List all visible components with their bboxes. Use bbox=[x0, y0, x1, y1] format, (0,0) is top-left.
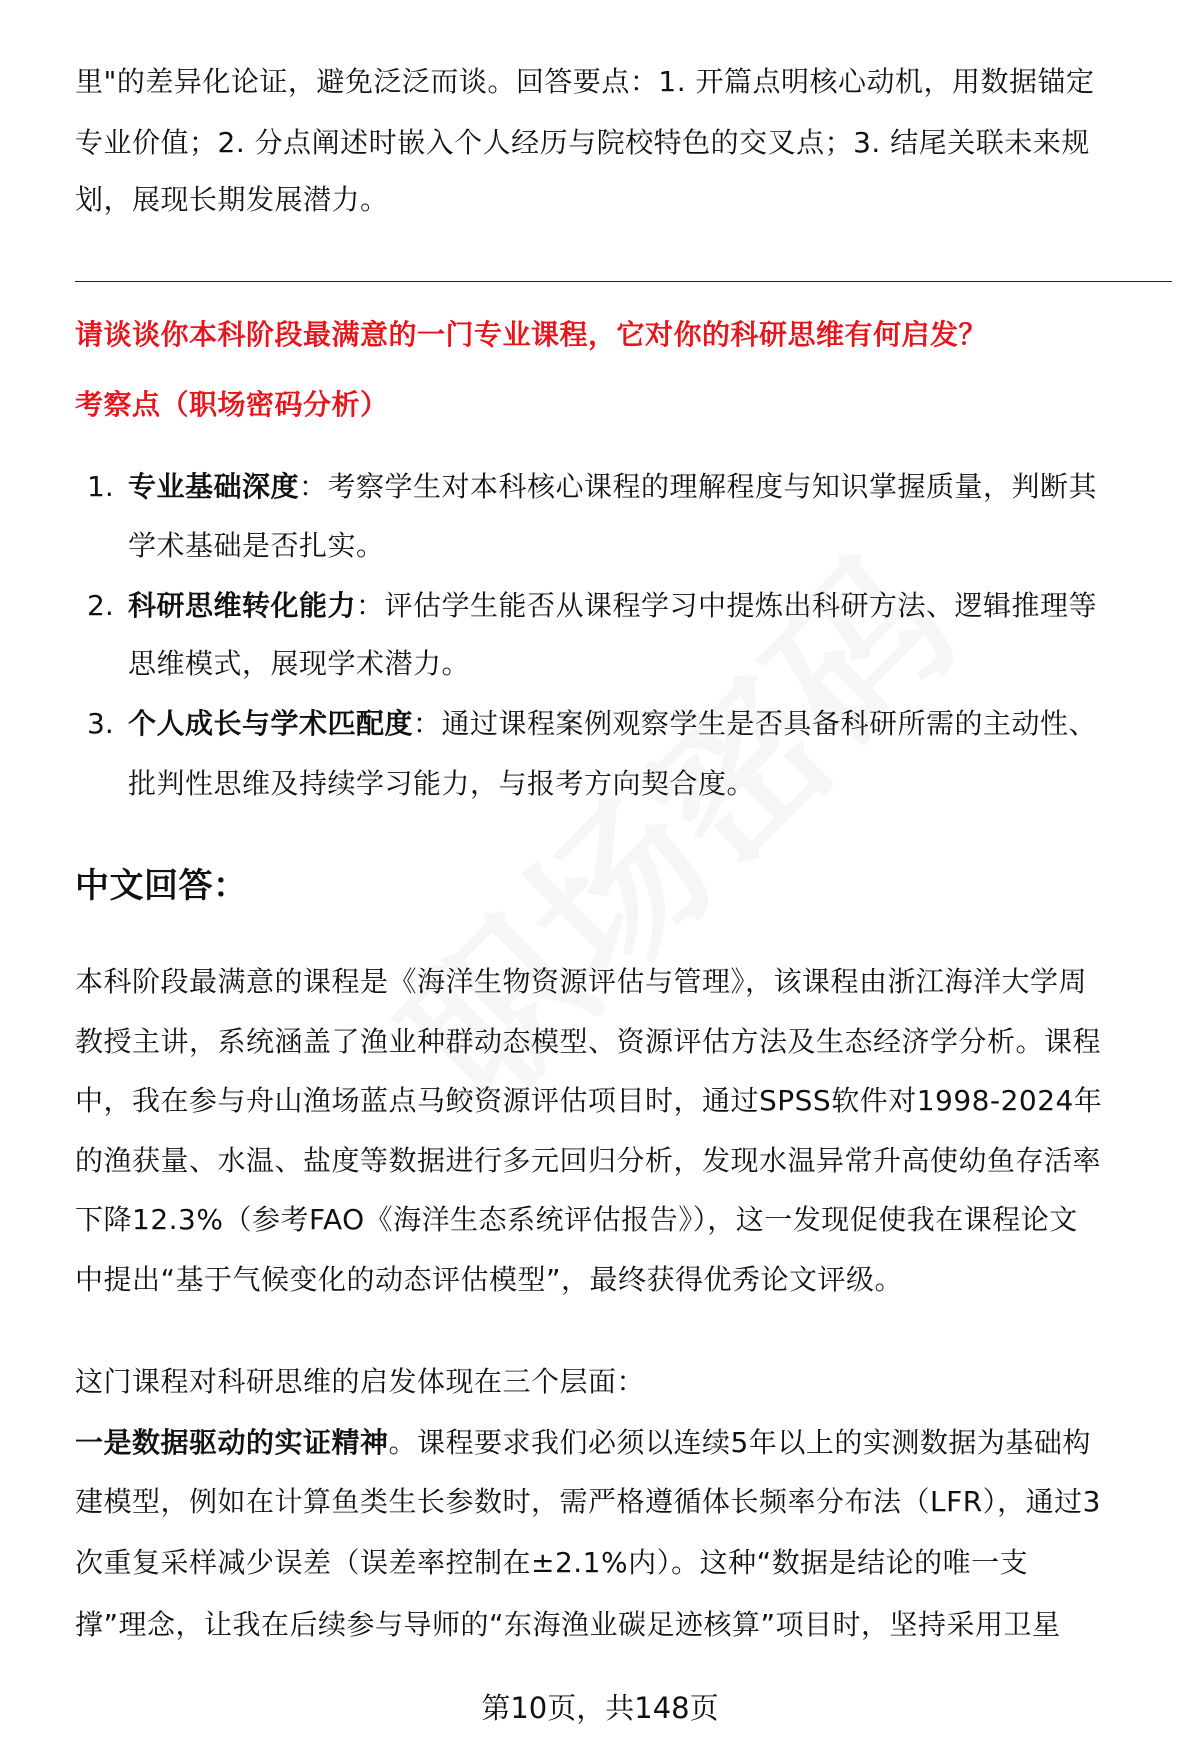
list-number: 2. bbox=[87, 589, 114, 622]
point-text: 学术基础是否扎实。 bbox=[128, 529, 385, 562]
inspiration-intro: 这门课程对科研思维的启发体现在三个层面： bbox=[75, 1365, 646, 1398]
intro-line: 专业价值；2. 分点阐述时嵌入个人经历与院校特色的交叉点；3. 结尾关联未来规 bbox=[75, 126, 1090, 159]
list-item bbox=[128, 704, 1097, 744]
question-heading: 请谈谈你本科阶段最满意的一门专业课程，它对你的科研思维有何启发？ bbox=[75, 318, 988, 351]
answer-line: 本科阶段最满意的课程是《海洋生物资源评估与管理》，该课程由浙江海洋大学周 bbox=[75, 965, 1088, 998]
list-number: 3. bbox=[87, 707, 114, 740]
inspiration-bold: 一是数据驱动的实证精神 bbox=[75, 1426, 389, 1459]
answer-line: 中提出“基于气候变化的动态评估模型”，最终获得优秀论文评级。 bbox=[75, 1263, 904, 1296]
list-item bbox=[128, 586, 1097, 626]
point-title: 专业基础深度 bbox=[128, 470, 300, 503]
inspiration-line bbox=[75, 1423, 1091, 1463]
list-number: 1. bbox=[87, 470, 114, 503]
intro-line: 里"的差异化论证，避免泛泛而谈。回答要点：1. 开篇点明核心动机，用数据锚定 bbox=[75, 65, 1095, 98]
answer-heading: 中文回答： bbox=[75, 866, 248, 906]
inspiration-line: 次重复采样减少误差（误差率控制在±2.1%内）。这种“数据是结论的唯一支 bbox=[75, 1546, 1029, 1579]
point-text: 思维模式，展现学术潜力。 bbox=[128, 647, 471, 680]
intro-line: 划，展现长期发展潜力。 bbox=[75, 183, 389, 216]
page-number: 第10页，共148页 bbox=[481, 1691, 719, 1725]
answer-line: 下降12.3%（参考FAO《海洋生态系统评估报告》），这一发现促使我在课程论文 bbox=[75, 1203, 1078, 1236]
point-text: ：通过课程案例观察学生是否具备科研所需的主动性、 bbox=[413, 707, 1098, 740]
point-title: 科研思维转化能力 bbox=[128, 589, 357, 622]
answer-line: 教授主讲，系统涵盖了渔业种群动态模型、资源评估方法及生态经济学分析。课程 bbox=[75, 1025, 1102, 1058]
inspiration-text: 。课程要求我们必须以连续5年以上的实测数据为基础构 bbox=[388, 1426, 1091, 1459]
analysis-title: 考察点（职场密码分析） bbox=[75, 388, 389, 421]
divider bbox=[75, 281, 1172, 282]
point-title: 个人成长与学术匹配度 bbox=[128, 707, 414, 740]
list-item bbox=[128, 467, 1097, 507]
inspiration-line: 撑”理念，让我在后续参与导师的“东海渔业碳足迹核算”项目时，坚持采用卫星 bbox=[75, 1608, 1061, 1641]
inspiration-line: 建模型，例如在计算鱼类生长参数时，需严格遵循体长频率分布法（LFR），通过3 bbox=[75, 1485, 1101, 1518]
point-text: 批判性思维及持续学习能力，与报考方向契合度。 bbox=[128, 767, 756, 800]
answer-line: 中，我在参与舟山渔场蓝点马鲛资源评估项目时，通过SPSS软件对1998-2024年 bbox=[75, 1084, 1103, 1117]
point-text: ：考察学生对本科核心课程的理解程度与知识掌握质量，判断其 bbox=[299, 470, 1098, 503]
answer-line: 的渔获量、水温、盐度等数据进行多元回归分析，发现水温异常升高使幼鱼存活率 bbox=[75, 1144, 1102, 1177]
point-text: ：评估学生能否从课程学习中提炼出科研方法、逻辑推理等 bbox=[356, 589, 1098, 622]
